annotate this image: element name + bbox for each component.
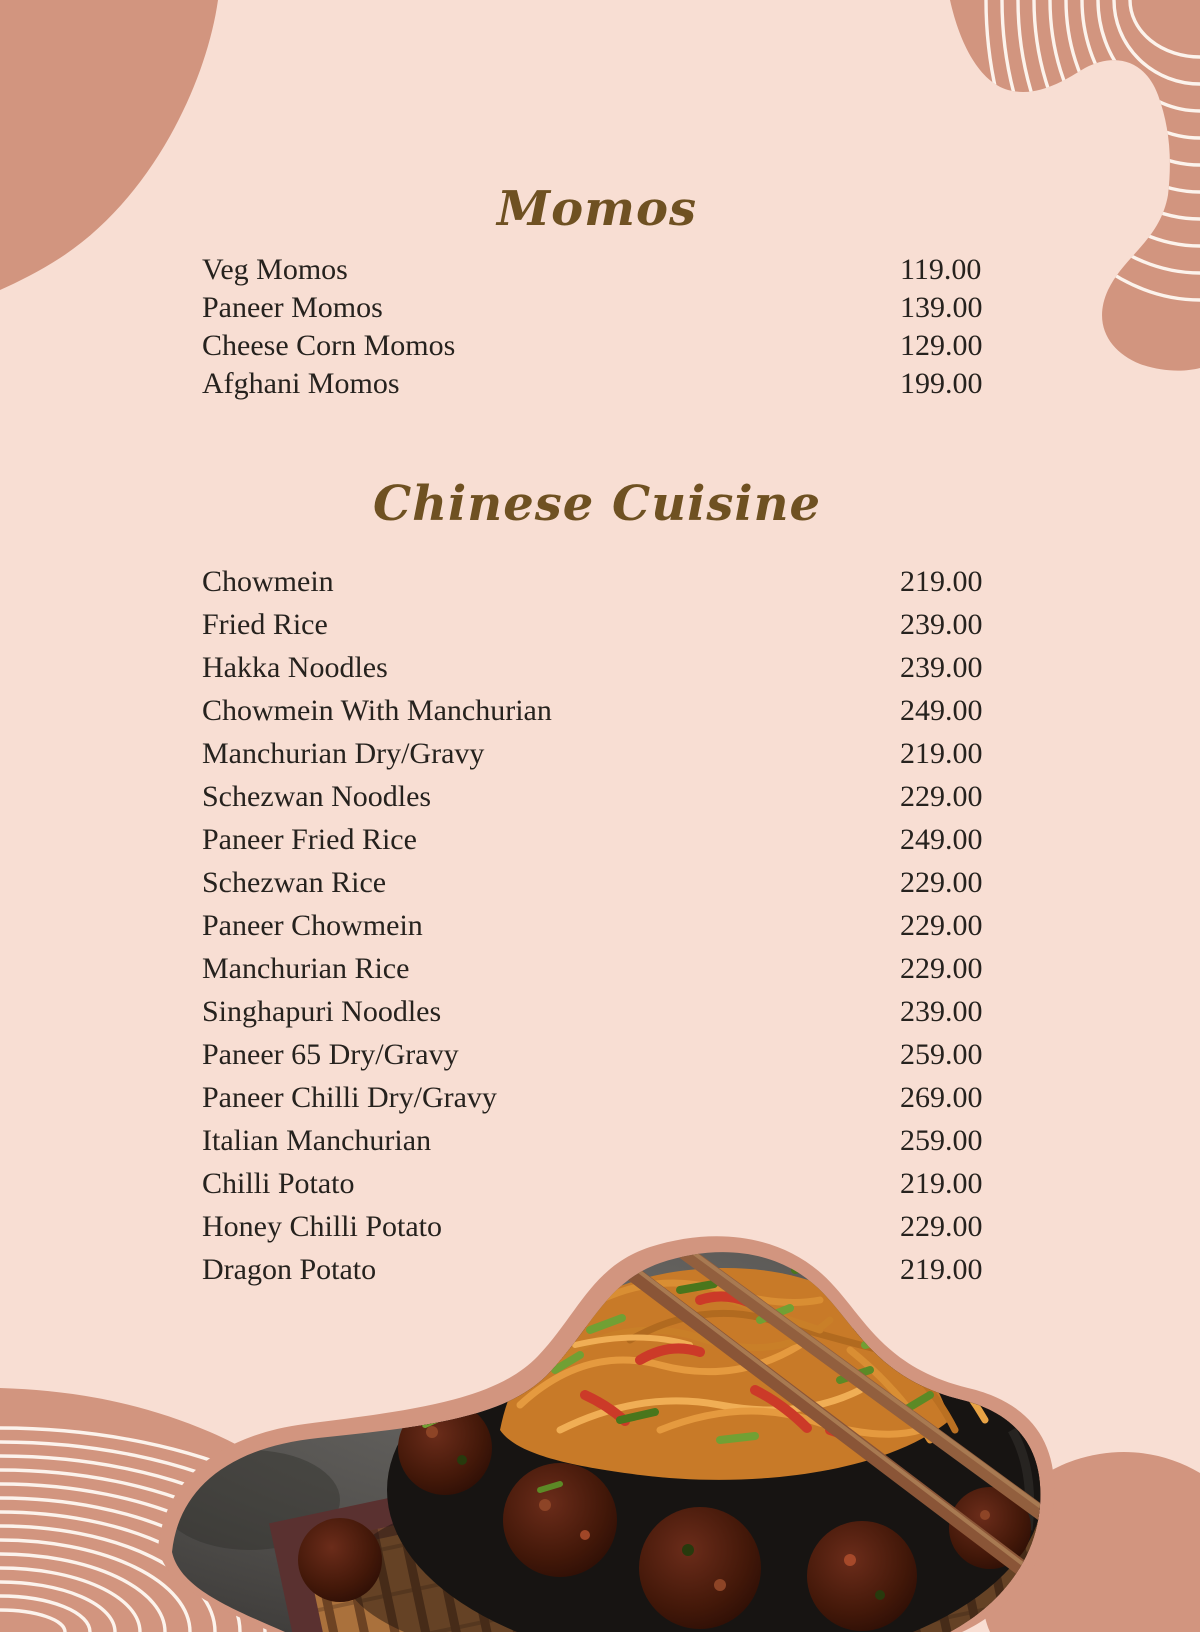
item-name: Paneer Chilli Dry/Gravy (202, 1080, 497, 1114)
menu-item-row (202, 1119, 992, 1162)
section-title: Momos (497, 181, 697, 237)
item-name: Afghani Momos (202, 367, 400, 400)
menu-item-row (202, 560, 992, 603)
top-left-blob (0, 0, 218, 290)
menu-items (202, 560, 992, 1291)
menu-item-row (202, 603, 992, 646)
item-price: 129.00 (900, 329, 983, 362)
item-price: 249.00 (900, 693, 983, 727)
menu-item-row (202, 732, 992, 775)
item-name: Manchurian Dry/Gravy (202, 736, 485, 770)
item-price: 119.00 (900, 253, 982, 286)
item-name: Chowmein With Manchurian (202, 693, 552, 727)
menu-item-row (202, 251, 992, 289)
menu-item-row (202, 289, 992, 327)
menu-item-row (202, 646, 992, 689)
menu-item-row (202, 1033, 992, 1076)
item-name: Fried Rice (202, 607, 328, 641)
menu-section-chinese-cuisine (202, 476, 992, 1291)
section-title: Chinese Cuisine (372, 476, 822, 532)
menu-item-row (202, 904, 992, 947)
item-price: 219.00 (900, 564, 983, 598)
item-price: 249.00 (900, 822, 983, 856)
item-price: 259.00 (900, 1037, 983, 1071)
item-price: 239.00 (900, 607, 983, 641)
item-name: Chilli Potato (202, 1166, 355, 1200)
menu-item-row (202, 327, 992, 365)
menu-item-row (202, 1248, 992, 1291)
item-name: Paneer Momos (202, 291, 383, 324)
item-name: Singhapuri Noodles (202, 994, 442, 1028)
item-price: 269.00 (900, 1080, 983, 1114)
menu-item-row (202, 947, 992, 990)
item-price: 259.00 (900, 1123, 983, 1157)
item-name: Paneer 65 Dry/Gravy (202, 1037, 459, 1071)
menu-item-row (202, 990, 992, 1033)
item-price: 219.00 (900, 1252, 983, 1286)
item-price: 199.00 (900, 367, 983, 400)
item-name: Chowmein (202, 564, 334, 598)
item-price: 229.00 (900, 779, 983, 813)
menu-item-row (202, 1162, 992, 1205)
item-name: Veg Momos (202, 253, 348, 286)
item-price: 239.00 (900, 994, 983, 1028)
item-name: Italian Manchurian (202, 1123, 432, 1157)
menu-section-momos (202, 181, 992, 403)
item-name: Schezwan Rice (202, 865, 387, 899)
item-price: 229.00 (900, 865, 983, 899)
item-name: Paneer Chowmein (202, 908, 423, 942)
item-price: 139.00 (900, 291, 983, 324)
item-price: 219.00 (900, 1166, 983, 1200)
menu-items (202, 251, 992, 403)
item-name: Schezwan Noodles (202, 779, 432, 813)
item-price: 229.00 (900, 1209, 983, 1243)
item-name: Dragon Potato (202, 1252, 377, 1286)
menu-item-row (202, 861, 992, 904)
menu-item-row (202, 689, 992, 732)
item-price: 219.00 (900, 736, 983, 770)
menu-item-row (202, 1076, 992, 1119)
item-price: 229.00 (900, 908, 983, 942)
menu-item-row (202, 1205, 992, 1248)
menu-item-row (202, 365, 992, 403)
item-name: Honey Chilli Potato (202, 1209, 442, 1243)
item-price: 229.00 (900, 951, 983, 985)
item-name: Hakka Noodles (202, 650, 388, 684)
item-price: 239.00 (900, 650, 983, 684)
item-name: Manchurian Rice (202, 951, 410, 985)
menu-item-row (202, 775, 992, 818)
item-name: Cheese Corn Momos (202, 329, 456, 362)
item-name: Paneer Fried Rice (202, 822, 417, 856)
menu-item-row (202, 818, 992, 861)
